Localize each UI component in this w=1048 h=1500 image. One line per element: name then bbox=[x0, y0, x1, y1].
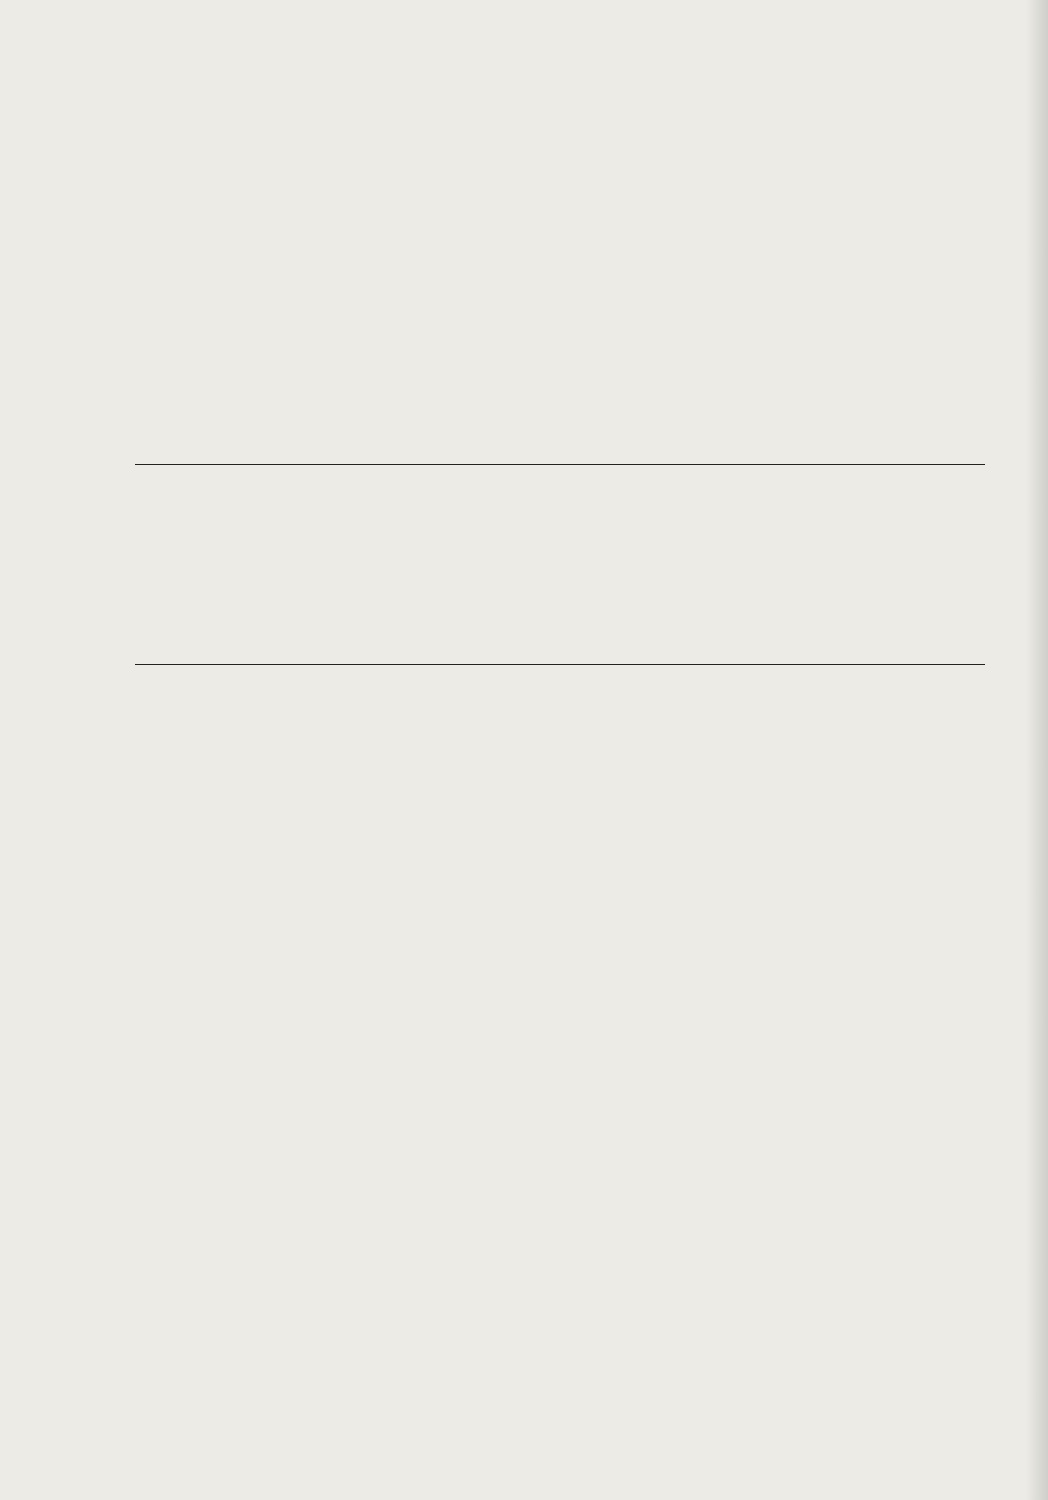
page-edge-shadow bbox=[1026, 0, 1048, 1500]
rule-bottom bbox=[135, 664, 985, 665]
rule-top bbox=[135, 464, 985, 465]
